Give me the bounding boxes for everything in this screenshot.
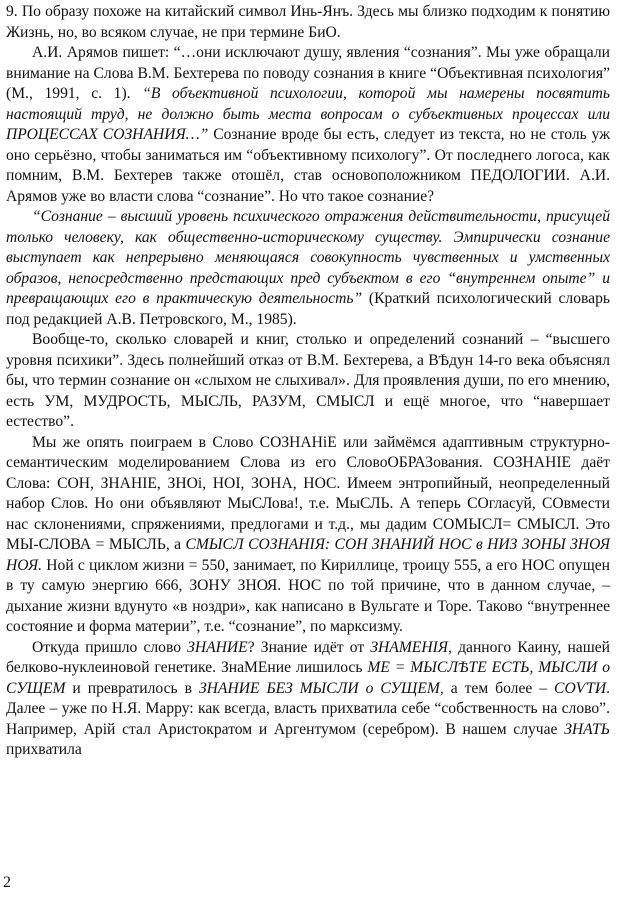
- text-run: Вообще-то, сколько словарей и книг, столько и определений сознаний – “высшего уровня психики”. Здесь полнейший отказ от В.М. Бехтерева, а ВѢдун 14-го века объяснял бы, что термин сознание он «слыхом не слыхивал». Для проявления души, по его мнению, есть УМ, МУДРОСТЬ, МЫСЛЬ, РАЗУМ, СМЫСЛ и ещё многое, что “навершает естество”.: [6, 331, 610, 430]
- italic-quote: МЕ = МЫСЛѢТЕ ЕСТЬ, МЫСЛИ о СУЩЕМ: [6, 659, 610, 697]
- text-run: , данного Каину, нашей белково-нуклеиновой генетике. ЗнаМЕние лишилось: [6, 638, 610, 676]
- italic-quote: ЗНАНИЕ: [187, 638, 248, 656]
- paragraph: [6, 433, 610, 638]
- italic-quote: “В объективной психологии, которой мы намерены посвятить настоящий труд, не должно быть места вопросам о субъективных процессах или ПРОЦЕССАХ СОЗНАНИЯ…”: [6, 85, 610, 143]
- italic-quote: СОѴТИ: [554, 679, 607, 697]
- text-run: А.И. Арямов пишет: “…они исключают душу, явления “сознания”. Мы уже обращали внимание на Слова В.М. Бехтерева по поводу сознания в книге “Объективная психология” (М., 1991, с. 1).: [6, 44, 610, 102]
- page-body: [6, 2, 610, 761]
- text-run: прихватила: [6, 741, 82, 758]
- paragraph: [6, 638, 610, 761]
- text-run: Ной с циклом жизни = 550, занимает, по Кириллице, троицу 555, а его НОС опущен в ту самую энергию 666, ЗОНУ ЗНОЯ. НОС по той причине, что в данном случае, – дыхание жизни вдунуто «в ноздри», как написано в Вульгате и Торе. Таково “внутреннее состояние и форма материи”, т.е. “сознание”, по марксизму.: [6, 556, 610, 635]
- page-number: 2: [3, 874, 11, 891]
- paragraph: [6, 43, 610, 207]
- text-run: Откуда пришло слово: [32, 638, 188, 656]
- italic-quote: ЗНАТЬ: [564, 720, 610, 738]
- text-run: . Далее – уже по Н.Я. Марру: как всегда, власть прихватила себе “собственность на слово”. Например, Арій стал Аристократом и Аргентумом (серебром). В нашем случае: [6, 679, 610, 738]
- italic-quote: “Сознание – высший уровень психического отражения действительности, присущей только человеку, как общественно-историческому существу. Эмпирически сознание выступает как непрерывно меняющаяся совокупность чувственных и умственных образов, непосредственно предстающих пред субъектом в его “внутреннем опыте” и превращающих его в практическую деятельность”: [6, 208, 610, 307]
- text-run: (Краткий психологический словарь под редакцией А.В. Петровского, М., 1985).: [6, 290, 610, 328]
- paragraph: [6, 2, 610, 43]
- text-run: Сознание вроде бы есть, следует из текста, но не столь уж оно серьёзно, чтобы заниматься им “объективному психологу”. От последнего логоса, как помним, В.М. Бехтерев также отошёл, став основоположником ПЕДОЛОГИИ. А.И. Арямов уже во власти слова “сознание”. Но что такое сознание?: [6, 126, 610, 205]
- text-run: Мы же опять поиграем в Слово СОЗНАНіЕ или займёмся адаптивным структурно-семантическим моделированием Слова из его СловоОБРАЗования. СОЗНАНІЕ даёт Слова: СОН, ЗНАНІЕ, ЗНОі, НОІ, ЗОНА, НОС. Имеем энтропийный, неопределенный набор Слов. Но они объявляют МыСЛова!, т.е. МыСЛЬ. А теперь СОгласуй, СОвмести нас склонениями, спряжениями, предлогами и т.д., мы дадим СОМЫСЛ= СМЫСЛ. Это МЫ-СЛОВА = МЫСЛЬ, а: [6, 433, 610, 553]
- paragraph: [6, 330, 610, 433]
- paragraph: [6, 207, 610, 330]
- italic-quote: СМЫСЛ СОЗНАНІЯ: СОН ЗНАНИЙ НОС в НИЗ ЗОНЫ ЗНОЯ НОЯ.: [6, 536, 610, 574]
- text-run: , а тем более –: [439, 679, 555, 697]
- italic-quote: ЗНАНИЕ БЕЗ МЫСЛИ о СУЩЕМ: [198, 679, 440, 697]
- text-run: 9. По образу похоже на китайский символ Инь-Янъ. Здесь мы близко подходим к понятию Жизнь, но, во всяком случае, не при термине БиО.: [6, 3, 610, 41]
- italic-quote: ЗНАМЕНІЯ: [370, 638, 449, 656]
- text-run: и превратилось в: [65, 679, 199, 697]
- text-run: ? Знание идёт от: [247, 638, 371, 656]
